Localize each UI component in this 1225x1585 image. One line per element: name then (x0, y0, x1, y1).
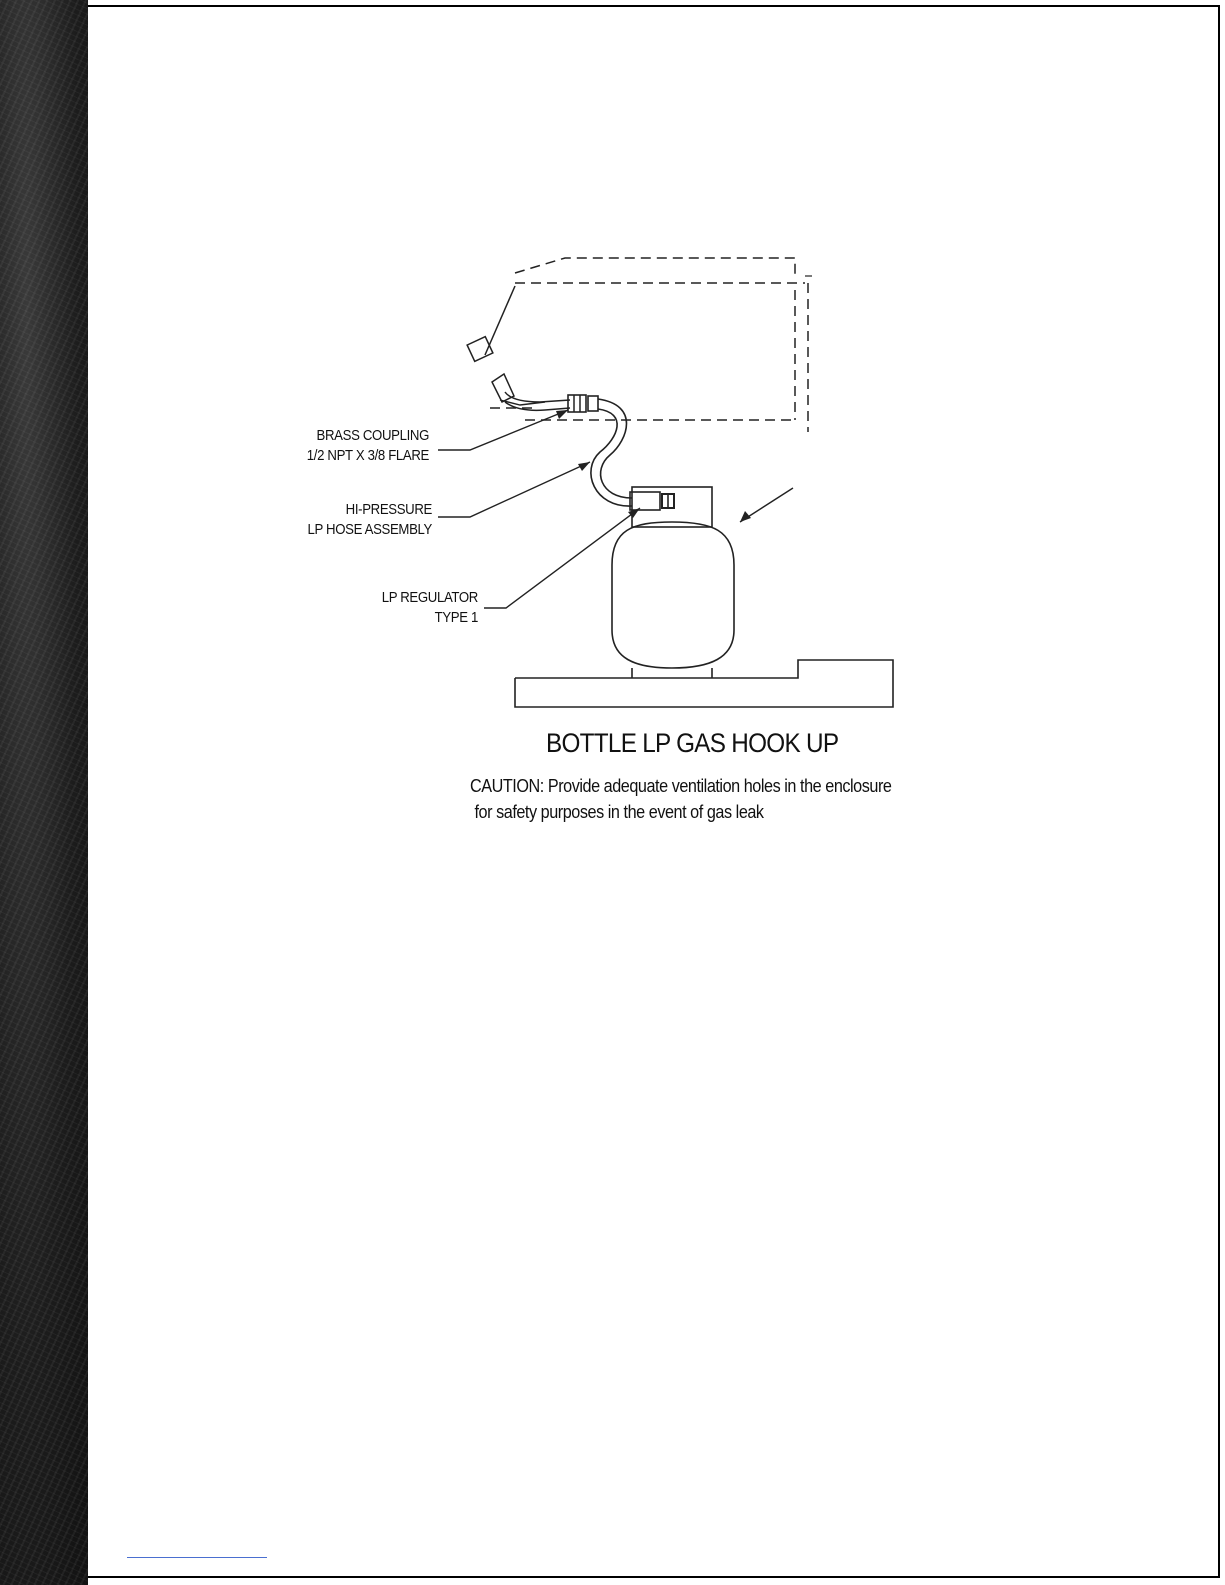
leader-arrowheads (556, 410, 751, 522)
caution-line1: CAUTION: Provide adequate ventilation holes in the enclosure (470, 776, 892, 796)
brass-coupling (568, 395, 598, 412)
footer-link-underline[interactable] (127, 1557, 267, 1558)
hose-label (295, 500, 432, 540)
brass-coupling-label-line1: BRASS COUPLING (316, 427, 429, 444)
hose-label-line1: HI-PRESSURE (345, 501, 432, 518)
diagram-title: BOTTLE LP GAS HOOK UP (546, 728, 839, 758)
enclosure-base (515, 660, 893, 707)
hose-label-line2: LP HOSE ASSEMBLY (307, 521, 432, 538)
lp-regulator (630, 492, 674, 510)
regulator-label (348, 588, 478, 628)
gas-inlet-pipe (505, 392, 570, 410)
regulator-label-line2: TYPE 1 (434, 609, 478, 626)
brass-coupling-label-line2: 1/2 NPT X 3/8 FLARE (306, 447, 429, 464)
regulator-label-line1: LP REGULATOR (381, 589, 478, 606)
lp-hookup-diagram (270, 235, 930, 715)
lp-hose (591, 399, 632, 506)
caution-line2: for safety purposes in the event of gas leak (474, 802, 764, 822)
leader-lines (438, 410, 793, 608)
caution-note (470, 773, 891, 825)
brass-coupling-label (293, 426, 429, 466)
grill-outline (490, 258, 808, 432)
dark-side-strip (0, 0, 88, 1585)
control-knob (467, 286, 545, 405)
